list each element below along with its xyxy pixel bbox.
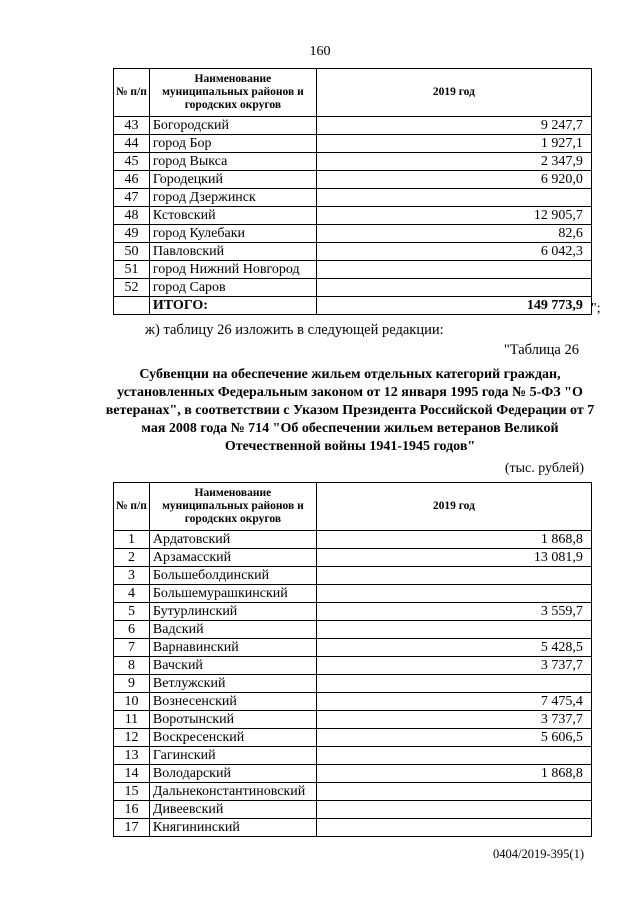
municipality-name: город Дзержинск [149, 189, 316, 207]
header-number: № п/п [114, 483, 150, 531]
header-municipality: Наименование муниципальных районов и городских округов [149, 483, 316, 531]
row-number: 9 [114, 675, 150, 693]
municipality-name: Гагинский [149, 747, 316, 765]
municipality-name: город Бор [149, 135, 316, 153]
table-row [114, 153, 592, 171]
header-year: 2019 год [316, 483, 591, 531]
table-row [114, 135, 592, 153]
row-number: 16 [114, 801, 150, 819]
municipality-name: Большемурашкинский [149, 585, 316, 603]
table-row [114, 531, 592, 549]
value-2019 [316, 783, 591, 801]
municipality-name: Городецкий [149, 171, 316, 189]
table-row [114, 765, 592, 783]
table-row [114, 243, 592, 261]
table-row [114, 585, 592, 603]
table-row [114, 189, 592, 207]
total-label: ИТОГО: [149, 297, 316, 315]
value-2019 [316, 585, 591, 603]
row-number: 12 [114, 729, 150, 747]
page-number: 160 [309, 44, 331, 59]
value-2019: 3 737,7 [316, 711, 591, 729]
value-2019: 1 868,8 [316, 531, 591, 549]
municipality-name: Арзамасский [149, 549, 316, 567]
row-number: 17 [114, 819, 150, 837]
municipality-name: Богородский [149, 117, 316, 135]
table-label: "Таблица 26 [503, 342, 579, 358]
value-2019: 13 081,9 [316, 549, 591, 567]
document-code: 0404/2019-395(1) [493, 847, 584, 861]
row-number: 11 [114, 711, 150, 729]
value-2019 [316, 189, 591, 207]
table-row [114, 729, 592, 747]
municipality-name: Воскресенский [149, 729, 316, 747]
row-number: 6 [114, 621, 150, 639]
table-row [114, 801, 592, 819]
municipality-name: Кстовский [149, 207, 316, 225]
municipality-name: город Кулебаки [149, 225, 316, 243]
municipality-name: Вадский [149, 621, 316, 639]
value-2019: 1 927,1 [316, 135, 591, 153]
header-year: 2019 год [316, 69, 591, 117]
row-number: 46 [114, 171, 150, 189]
value-2019 [316, 567, 591, 585]
value-2019 [316, 819, 591, 837]
row-number: 8 [114, 657, 150, 675]
municipality-name: Павловский [149, 243, 316, 261]
row-number: 3 [114, 567, 150, 585]
value-2019: 3 737,7 [316, 657, 591, 675]
municipality-name: город Нижний Новгород [149, 261, 316, 279]
municipality-name: Володарский [149, 765, 316, 783]
value-2019 [316, 801, 591, 819]
municipality-name: Варнавинский [149, 639, 316, 657]
table-row [114, 747, 592, 765]
units-note: (тыс. рублей) [504, 461, 584, 476]
row-number: 45 [114, 153, 150, 171]
value-2019: 6 920,0 [316, 171, 591, 189]
closing-quote-mark: "; [591, 301, 601, 316]
value-2019 [316, 279, 591, 297]
table-row [114, 693, 592, 711]
row-number: 48 [114, 207, 150, 225]
value-2019: 12 905,7 [316, 207, 591, 225]
row-number: 50 [114, 243, 150, 261]
row-number: 47 [114, 189, 150, 207]
municipality-name: Княгининский [149, 819, 316, 837]
total-number-cell [114, 297, 150, 315]
value-2019: 1 868,8 [316, 765, 591, 783]
table-row [114, 567, 592, 585]
municipality-name: город Выкса [149, 153, 316, 171]
row-number: 5 [114, 603, 150, 621]
table-row [114, 171, 592, 189]
table-row [114, 711, 592, 729]
table-row [114, 819, 592, 837]
municipality-name: Большеболдинский [149, 567, 316, 585]
table-row [114, 639, 592, 657]
header-number: № п/п [114, 69, 150, 117]
value-2019 [316, 675, 591, 693]
municipality-name: Дивеевский [149, 801, 316, 819]
table-row [114, 261, 592, 279]
value-2019: 5 606,5 [316, 729, 591, 747]
row-number: 52 [114, 279, 150, 297]
table-row [114, 675, 592, 693]
municipality-name: Воротынский [149, 711, 316, 729]
value-2019 [316, 621, 591, 639]
table-row [114, 657, 592, 675]
value-2019 [316, 261, 591, 279]
table-row [114, 783, 592, 801]
value-2019: 2 347,9 [316, 153, 591, 171]
value-2019: 9 247,7 [316, 117, 591, 135]
table-row [114, 207, 592, 225]
row-number: 44 [114, 135, 150, 153]
instruction-text: ж) таблицу 26 изложить в следующей редакции: [145, 322, 444, 338]
row-number: 1 [114, 531, 150, 549]
table-row [114, 621, 592, 639]
value-2019: 6 042,3 [316, 243, 591, 261]
value-2019: 82,6 [316, 225, 591, 243]
veterans-housing-subsidies-table [113, 482, 592, 837]
row-number: 4 [114, 585, 150, 603]
table-row [114, 549, 592, 567]
value-2019: 5 428,5 [316, 639, 591, 657]
row-number: 51 [114, 261, 150, 279]
row-number: 7 [114, 639, 150, 657]
value-2019: 7 475,4 [316, 693, 591, 711]
header-municipality: Наименование муниципальных районов и городских округов [149, 69, 316, 117]
table-row [114, 603, 592, 621]
row-number: 2 [114, 549, 150, 567]
municipality-name: Дальнеконстантиновский [149, 783, 316, 801]
row-number: 10 [114, 693, 150, 711]
municipality-name: Вознесенский [149, 693, 316, 711]
row-number: 15 [114, 783, 150, 801]
table-row [114, 117, 592, 135]
municipality-name: Бутурлинский [149, 603, 316, 621]
municipality-name: Ардатовский [149, 531, 316, 549]
total-value: 149 773,9 [316, 297, 591, 315]
value-2019 [316, 747, 591, 765]
total-row [114, 297, 592, 315]
table-row [114, 279, 592, 297]
row-number: 14 [114, 765, 150, 783]
table-row [114, 225, 592, 243]
subsidies-table-continued [113, 68, 592, 315]
table-title: Субвенции на обеспечение жильем отдельных категорий граждан, установленных Федеральным законом от 12 января 1995 года № 5-ФЗ "О ветеранах", в соответствии с Указом Президента Российской Федерации от 7 мая 2008 года № 714 "Об обеспечении жильем ветеранов Великой Отечественной войны 1941-1945 годов" [105, 367, 595, 454]
municipality-name: Вачский [149, 657, 316, 675]
municipality-name: Ветлужский [149, 675, 316, 693]
row-number: 49 [114, 225, 150, 243]
municipality-name: город Саров [149, 279, 316, 297]
row-number: 13 [114, 747, 150, 765]
value-2019: 3 559,7 [316, 603, 591, 621]
row-number: 43 [114, 117, 150, 135]
